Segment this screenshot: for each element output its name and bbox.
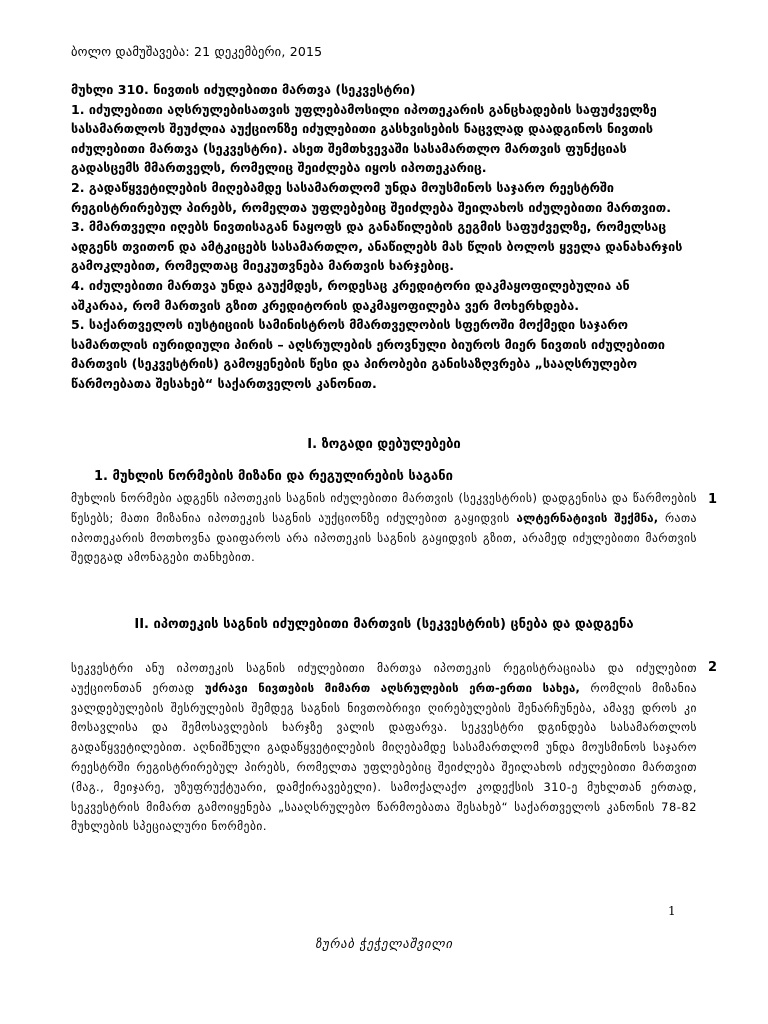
article-point-4: 4. იძულებითი მართვა უნდა გაუქმდეს, როდესაც კრედიტორი დაკმაყოფილებულია ან აშკარაა, რომ მართვის გზით კრედიტორის დაკმაყოფილება ვერ მოხერხდება.	[71, 277, 630, 313]
paragraph-emphasis: ალტერნატივის შექმნა,	[516, 510, 659, 525]
article-point-5: 5. საქართველოს იუსტიციის სამინისტროს მმართველობის სფეროში მოქმედი საჯარო სამართლის იურიდიული პირის – აღსრულების ეროვნული ბიუროს მიერ ნივთის იძულებითი მართვის (სეკვესტრის) გამოყენების წესი და პირობები განისაზღვრება „სააღსრულებო წარმოებათა შესახებ“ საქართველოს კანონით.	[71, 317, 665, 391]
article-point-2: 2. გადაწყვეტილების მიღებამდე სასამართლომ უნდა მოუსმინოს საჯარო რეესტრში რეგისტრირებულ პირებს, რომელთა უფლებებიც შეიძლება შეილახოს იძულებითი მართვით.	[71, 179, 671, 215]
paragraph-text: რათა იპოთეკარის მოთხოვნა დაიფაროს არა იპოთეკის საგნის გაყიდვის გზით, არამედ იძულებითი მართვის შედეგად ამონაგები თანხებით.	[71, 510, 697, 565]
margin-number: 2	[708, 660, 718, 675]
section-1-subheading: 1. მუხლის ნორმების მიზანი და რეგულირების საგანი	[94, 469, 453, 484]
margin-number: 1	[708, 492, 718, 507]
section-2-paragraph	[71, 659, 697, 837]
paragraph-text: სეკვესტრი ანუ იპოთეკის საგნის იძულებითი მართვა იპოთეკის რეგისტრაციასა და იძულებით აუქციონთან ერთად	[71, 661, 697, 695]
section-1-heading: I. ზოგადი დებულებები	[307, 437, 461, 452]
footer-author: ზურაბ ჭეჭელაშვილი	[315, 936, 453, 951]
paragraph-text: მუხლის ნორმები ადგენს იპოთეკის საგნის იძულებითი მართვის (სეკვესტრის) დადგენისა და წარმოების წესებს; მათი მიზანია იპოთეკის საგნის აუქციონზე იძულებით გაყიდვის	[71, 491, 697, 525]
page-number: 1	[668, 904, 676, 918]
article-point-3: 3. მმართველი იღებს ნივთისაგან ნაყოფს და განაწილების გეგმის საფუძველზე, რომელსაც ადგენს თვითონ და ამტკიცებს სასამართლო, ანაწილებს მას წლის ბოლოს ყველა დანახარჯის გამოკლებით, რომელთაც მიეკუთვნება მართვის ხარჯებიც.	[71, 219, 683, 274]
section-1-paragraph	[71, 489, 697, 568]
article-title: მუხლი 310. ნივთის იძულებითი მართვა (სეკვესტრი)	[71, 82, 416, 97]
section-2-heading: II. იპოთეკის საგნის იძულებითი მართვის (სეკვესტრის) ცნება და დადგენა	[134, 617, 634, 632]
paragraph-text: რომლის მიზანია ვალდებულების შესრულების შემდეგ საგნის ნივთობრივი ღირებულების შენარჩუნება, ამავე დროს კი მოსავლისა და შემოსავლების ხარჯზე ვალის დაფარვა. სეკვესტრი დგინდება სასამართლოს გადაწყვეტილებით. აღნიშნული გადაწყვეტილების მიღებამდე სასამართლომ უნდა მოუსმინოს საჯარო რეესტრში რეგისტრირებულ პირებს, რომელთა უფლებებიც შეიძლება შეილახოს იძულებითი მართვით (მაგ., მეიჯარე, უზუფრუქტუარი, დამქირავებელი). სამოქალაქო კოდექსის 310-ე მუხლთან ერთად, სეკვესტრის მიმართ გამოიყენება „სააღსრულებო წარმოებათა შესახებ“ საქართველოს კანონის 78-82 მუხლების სპეციალური ნორმები.	[71, 680, 697, 834]
last-modified-date: ბოლო დამუშავება: 21 დეკემბერი, 2015	[71, 44, 323, 59]
article-point-1: 1. იძულებითი აღსრულებისათვის უფლებამოსილი იპოთეკარის განცხადების საფუძველზე სასამართლოს შეუძლია აუქციონზე იძულებითი გასხვისების ნაცვლად დაადგინოს ნივთის იძულებითი მართვა (სეკვესტრი). ასეთ შემთხვევაში სასამართლო მართვის ფუნქციას გადასცემს მმართველს, რომელიც შეიძლება იყოს იპოთეკარიც.	[71, 101, 657, 176]
paragraph-emphasis: უძრავი ნივთების მიმართ აღსრულების ერთ-ერთი სახეა,	[204, 680, 581, 695]
article-310-text	[71, 80, 691, 394]
